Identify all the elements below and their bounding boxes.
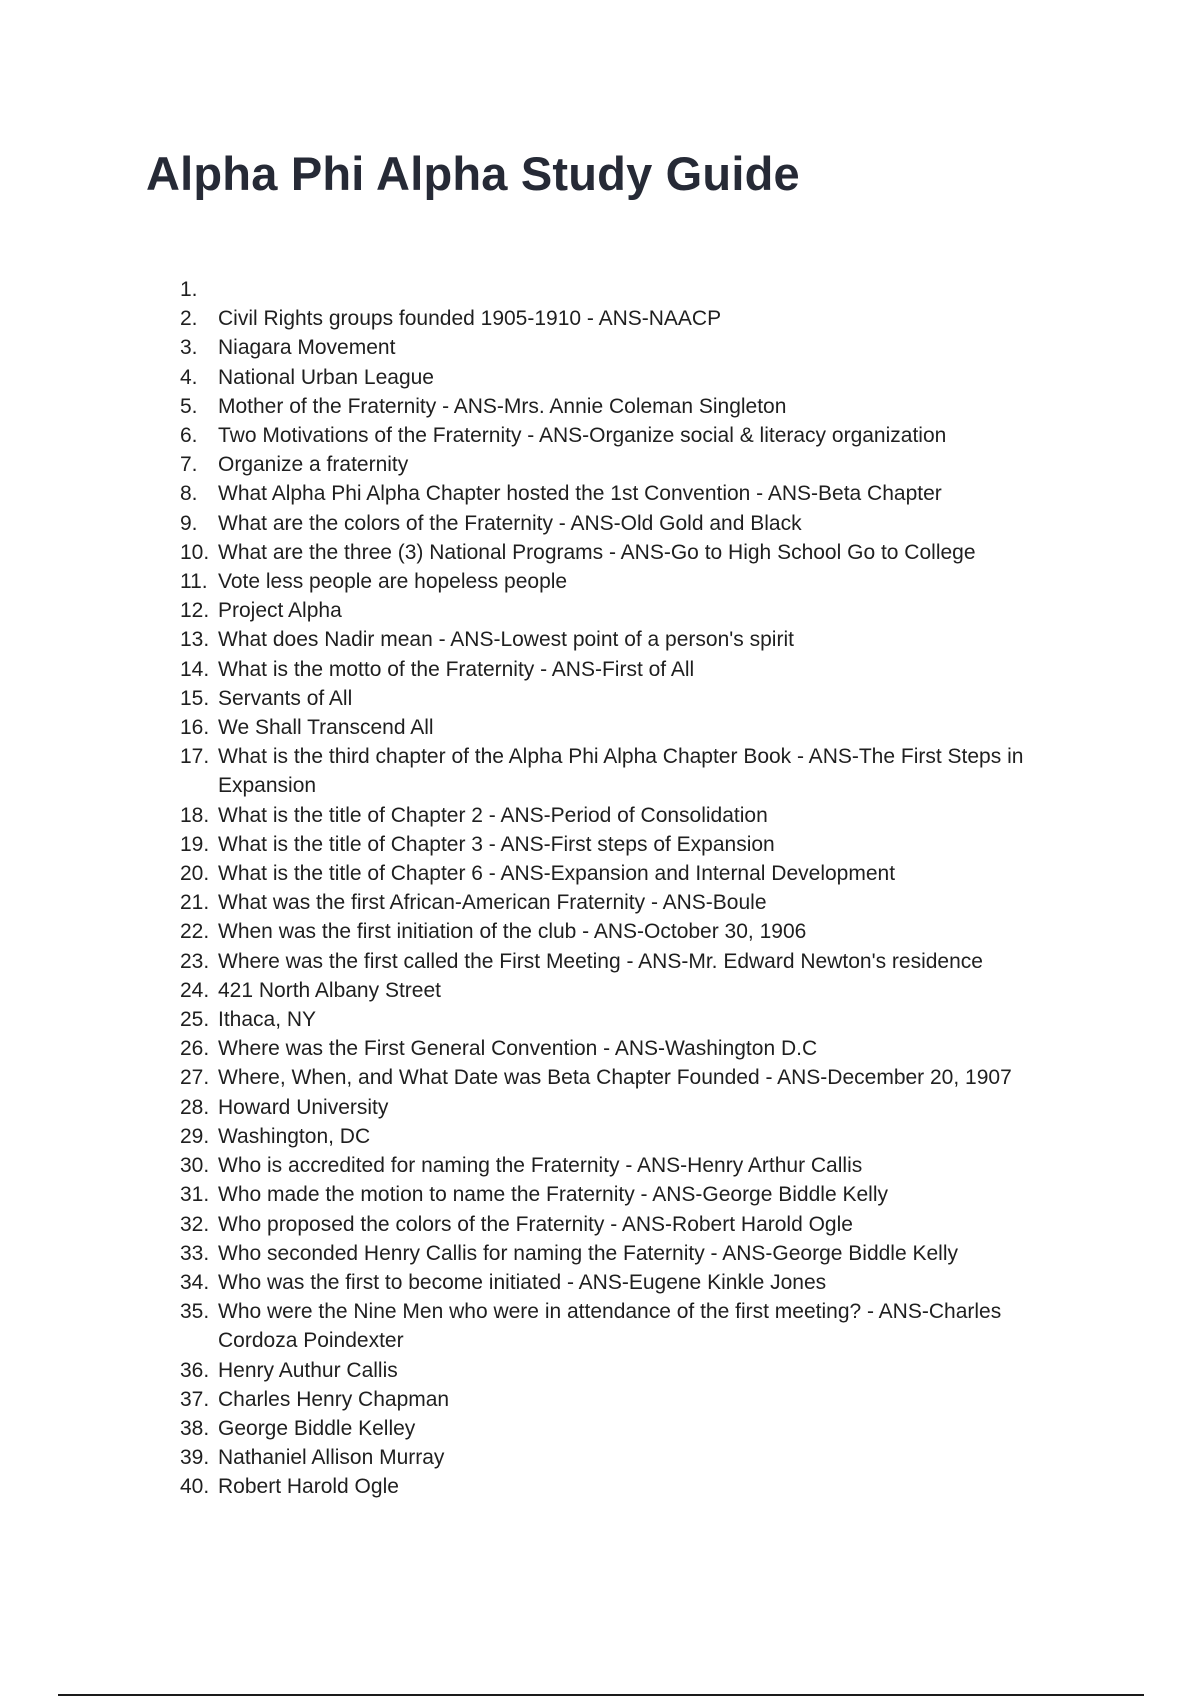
list-item xyxy=(180,1239,1060,1268)
list-item-text: Where was the first called the First Meeting - ANS-Mr. Edward Newton's residence xyxy=(218,949,983,973)
list-item xyxy=(180,363,1060,392)
list-item xyxy=(180,976,1060,1005)
list-item-text: Washington, DC xyxy=(218,1124,371,1148)
list-item xyxy=(180,392,1060,421)
list-item-text: Two Motivations of the Fraternity - ANS-Organize social & literacy organization xyxy=(218,424,947,448)
list-item-text: Charles Henry Chapman xyxy=(218,1387,450,1411)
list-item-number: 34. xyxy=(180,1270,210,1294)
list-item-number: 12. xyxy=(180,599,210,623)
list-item xyxy=(180,1414,1060,1443)
list-item-number: 4. xyxy=(180,365,198,389)
list-item-number: 22. xyxy=(180,920,210,944)
list-item-number: 26. xyxy=(180,1037,210,1061)
list-item-text: Project Alpha xyxy=(218,599,342,623)
list-item-number: 25. xyxy=(180,1008,210,1032)
list-item-text: George Biddle Kelley xyxy=(218,1416,416,1440)
list-item xyxy=(180,1268,1060,1297)
list-item-text: Howard University xyxy=(218,1095,389,1119)
footer-divider xyxy=(58,1694,1144,1696)
list-item xyxy=(180,1472,1060,1501)
list-item-number: 23. xyxy=(180,949,210,973)
list-item xyxy=(180,1093,1060,1122)
list-item-number: 11. xyxy=(180,570,208,594)
list-item-number: 29. xyxy=(180,1124,210,1148)
list-item xyxy=(180,1210,1060,1239)
list-item-text: What was the first African-American Fraternity - ANS-Boule xyxy=(218,891,767,915)
list-item-text: Vote less people are hopeless people xyxy=(218,570,568,594)
list-item xyxy=(180,1356,1060,1385)
study-guide-list xyxy=(180,275,1060,1502)
list-item-text: 421 North Albany Street xyxy=(218,978,441,1002)
list-item-text: Who were the Nine Men who were in attendance of the first meeting? - ANS-Charles Cordoza Poindexter xyxy=(218,1300,1002,1353)
list-item xyxy=(180,275,1060,304)
list-item-number: 28. xyxy=(180,1095,210,1119)
list-item-text: Ithaca, NY xyxy=(218,1008,317,1032)
list-item xyxy=(180,830,1060,859)
list-item-number: 13. xyxy=(180,628,210,652)
list-item-number: 40. xyxy=(180,1475,210,1499)
list-item-text: What are the three (3) National Programs - ANS-Go to High School Go to College xyxy=(218,540,976,564)
list-item-number: 7. xyxy=(180,453,198,477)
list-item-number: 9. xyxy=(180,511,198,535)
list-item-number: 38. xyxy=(180,1416,210,1440)
list-item-text: Who proposed the colors of the Fraternity - ANS-Robert Harold Ogle xyxy=(218,1212,853,1236)
list-item-text: Henry Authur Callis xyxy=(218,1358,398,1382)
list-item xyxy=(180,450,1060,479)
list-item xyxy=(180,1005,1060,1034)
list-item-number: 1. xyxy=(180,278,198,301)
list-item-text: Who is accredited for naming the Fraternity - ANS-Henry Arthur Callis xyxy=(218,1154,863,1178)
list-item-text: Where, When, and What Date was Beta Chapter Founded - ANS-December 20, 1907 xyxy=(218,1066,1012,1090)
list-item-text: Nathaniel Allison Murray xyxy=(218,1446,445,1470)
list-item-text xyxy=(218,275,1060,304)
list-item-text: Robert Harold Ogle xyxy=(218,1475,399,1499)
list-item-text: When was the first initiation of the club - ANS-October 30, 1906 xyxy=(218,920,807,944)
list-item xyxy=(180,333,1060,362)
list-item xyxy=(180,1385,1060,1414)
list-item-text: Mother of the Fraternity - ANS-Mrs. Annie Coleman Singleton xyxy=(218,394,787,418)
list-item xyxy=(180,1034,1060,1063)
list-item-text: What are the colors of the Fraternity - ANS-Old Gold and Black xyxy=(218,511,802,535)
list-item-number: 30. xyxy=(180,1154,210,1178)
list-item-text: Who seconded Henry Callis for naming the Faternity - ANS-George Biddle Kelly xyxy=(218,1241,959,1265)
list-item xyxy=(180,801,1060,830)
page-title: Alpha Phi Alpha Study Guide xyxy=(146,147,800,200)
list-item-number: 19. xyxy=(180,832,210,856)
list-item xyxy=(180,596,1060,625)
list-item-number: 5. xyxy=(180,394,198,418)
list-item-number: 10. xyxy=(180,540,210,564)
list-item xyxy=(180,1122,1060,1151)
list-item xyxy=(180,625,1060,654)
list-item-text: Organize a fraternity xyxy=(218,453,409,477)
list-item-text: Niagara Movement xyxy=(218,336,396,360)
list-item-text: What is the title of Chapter 3 - ANS-First steps of Expansion xyxy=(218,832,775,856)
list-item-number: 8. xyxy=(180,482,198,506)
list-item-number: 32. xyxy=(180,1212,210,1236)
list-item xyxy=(180,655,1060,684)
list-item-number: 6. xyxy=(180,424,198,448)
list-item xyxy=(180,917,1060,946)
list-item-text: What Alpha Phi Alpha Chapter hosted the 1st Convention - ANS-Beta Chapter xyxy=(218,482,942,506)
list-item-text: National Urban League xyxy=(218,365,434,389)
list-item-text: Civil Rights groups founded 1905-1910 - ANS-NAACP xyxy=(218,307,722,331)
list-item-number: 31. xyxy=(180,1183,210,1207)
list-item-text: Servants of All xyxy=(218,686,353,710)
list-item-text: What is the third chapter of the Alpha Phi Alpha Chapter Book - ANS-The First Steps in Expansion xyxy=(218,745,1024,798)
list-item xyxy=(180,1297,1060,1355)
list-item-text: We Shall Transcend All xyxy=(218,716,434,740)
list-item-number: 33. xyxy=(180,1241,210,1265)
list-item xyxy=(180,1151,1060,1180)
list-item-text: Where was the First General Convention - ANS-Washington D.C xyxy=(218,1037,818,1061)
list-item xyxy=(180,567,1060,596)
list-item-number: 18. xyxy=(180,803,210,827)
list-item-number: 3. xyxy=(180,336,198,360)
list-item-number: 21. xyxy=(180,891,210,915)
list-item xyxy=(180,742,1060,800)
list-item-number: 17. xyxy=(180,745,210,769)
list-item-number: 27. xyxy=(180,1066,210,1090)
list-item-text: Who made the motion to name the Fraternity - ANS-George Biddle Kelly xyxy=(218,1183,888,1207)
list-item-number: 2. xyxy=(180,307,198,331)
list-item xyxy=(180,509,1060,538)
list-item xyxy=(180,1063,1060,1092)
list-item xyxy=(180,538,1060,567)
list-item xyxy=(180,713,1060,742)
list-item-number: 20. xyxy=(180,862,210,886)
list-item-text: What does Nadir mean - ANS-Lowest point of a person's spirit xyxy=(218,628,794,652)
list-item-number: 16. xyxy=(180,716,210,740)
list-item-number: 24. xyxy=(180,978,210,1002)
list-item xyxy=(180,421,1060,450)
list-item xyxy=(180,859,1060,888)
list-item xyxy=(180,947,1060,976)
list-item-number: 36. xyxy=(180,1358,210,1382)
list-item-text: What is the motto of the Fraternity - ANS-First of All xyxy=(218,657,695,681)
list-item-number: 35. xyxy=(180,1300,210,1324)
list-item xyxy=(180,304,1060,333)
list-item xyxy=(180,888,1060,917)
list-item-number: 37. xyxy=(180,1387,210,1411)
list-item xyxy=(180,1180,1060,1209)
list-item xyxy=(180,479,1060,508)
list-item-number: 14. xyxy=(180,657,210,681)
list-item-number: 15. xyxy=(180,686,210,710)
list-item-text: What is the title of Chapter 6 - ANS-Expansion and Internal Development xyxy=(218,862,896,886)
list-item xyxy=(180,684,1060,713)
list-item xyxy=(180,1443,1060,1472)
list-item-text: Who was the first to become initiated - ANS-Eugene Kinkle Jones xyxy=(218,1270,827,1294)
list-item-number: 39. xyxy=(180,1446,210,1470)
list-item-text: What is the title of Chapter 2 - ANS-Period of Consolidation xyxy=(218,803,768,827)
